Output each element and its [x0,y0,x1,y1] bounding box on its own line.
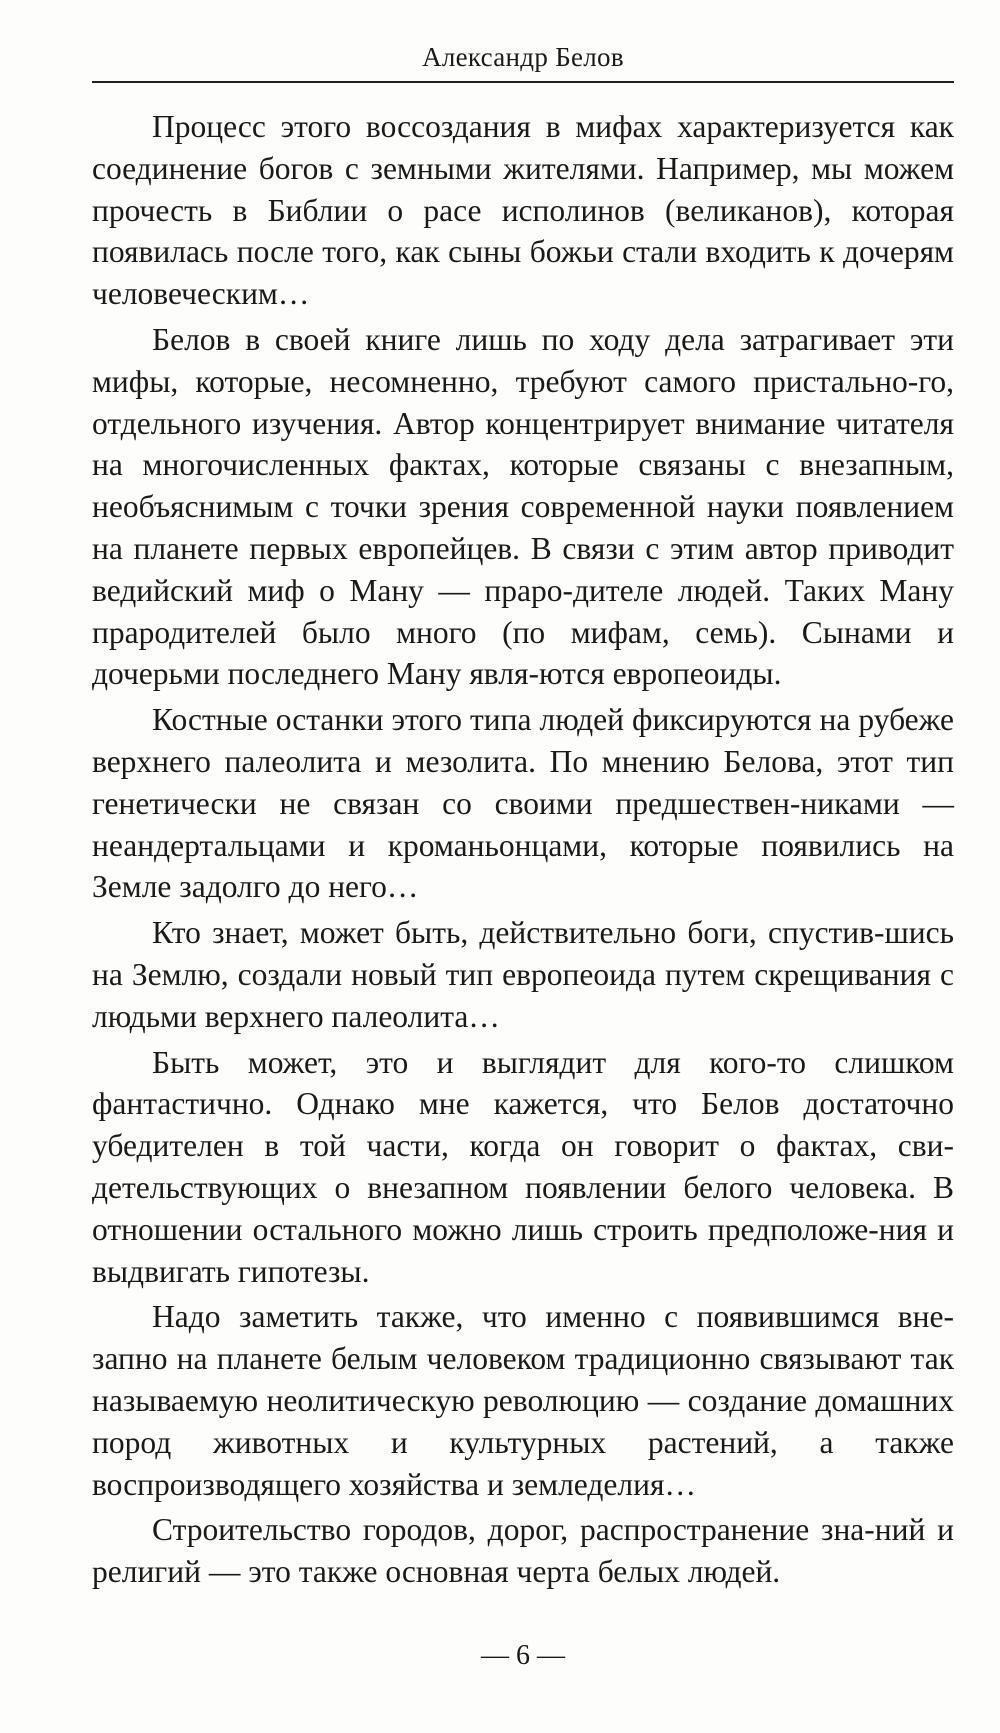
paragraph: Строительство городов, дорог, распространение зна-ний и религий — это также основная черта белых людей. [92,1512,954,1590]
paragraph: Костные останки этого типа людей фиксируются на рубеже верхнего палеолита и мезолита. По мнению Белова, этот тип генетически не связан со своими предшествен-никами — неандертальцами и кроманьонцами, которые появились на Земле задолго до него… [92,702,954,905]
paragraph: Надо заметить также, что именно с появившимся вне-запно на планете белым человеком традиционно связывают так называемую неолитическую революцию — создание домашних пород животных и культурных растений, а также воспроизводящего хозяйства и земледелия… [92,1299,954,1502]
body-text [92,106,954,1597]
running-head-title: Александр Белов [422,42,624,72]
paragraph: Процесс этого воссоздания в мифах характеризуется как соединение богов с земными жителями. Например, мы можем прочесть в Библии о расе исполинов (великанов), которая появилась после того, как сыны божьи стали входить к дочерям человеческим… [92,109,954,312]
paragraph: Белов в своей книге лишь по ходу дела затрагивает эти мифы, которые, несомненно, требуют самого пристально-го, отдельного изучения. Автор концентрирует внимание читателя на многочисленных фактах, которые связаны с внезапным, необъяснимым с точки зрения современной науки появлением на планете первых европейцев. В связи с этим автор приводит ведийский миф о Ману — праро-дителе людей. Таких Ману прародителей было много (по мифам, семь). Сынами и дочерьми последнего Ману явля-ются европеоиды. [92,321,954,692]
paragraph: Быть может, это и выглядит для кого-то слишком фантастично. Однако мне кажется, что Белов достаточно убедителен в той части, когда он говорит о фактах, сви-детельствующих о внезапном появлении белого человека. В отношении остального можно лишь строить предположе-ния и выдвигать гипотезы. [92,1044,954,1289]
page-number: — 6 — [481,1640,565,1671]
paragraph: Кто знает, может быть, действительно боги, спустив-шись на Землю, создали новый тип европеоида путем скрещивания с людьми верхнего палеолита… [92,915,954,1034]
header-rule-divider [92,81,954,83]
